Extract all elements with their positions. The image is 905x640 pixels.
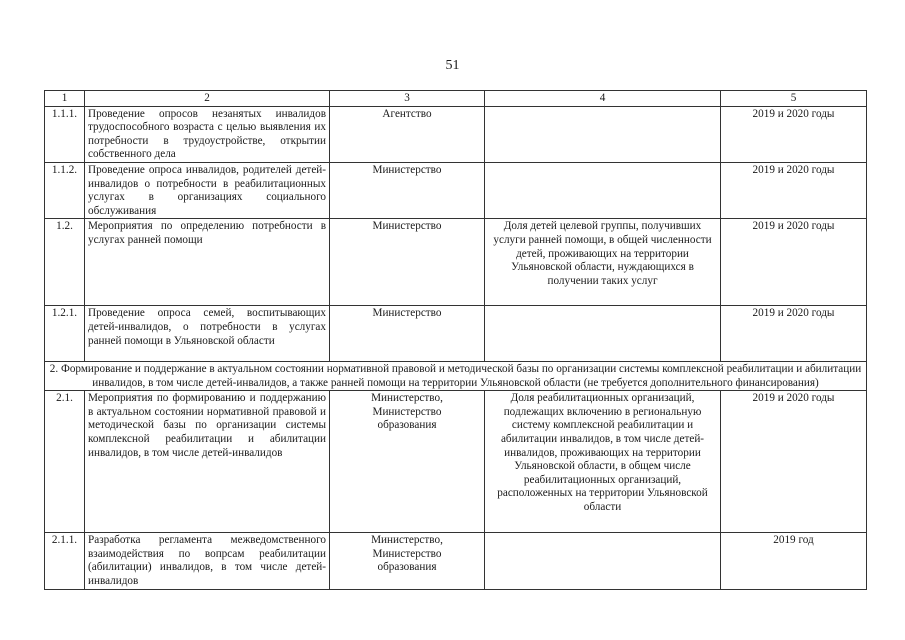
header-cell: 4 (485, 91, 721, 107)
item-number: 1.2.1. (45, 306, 85, 362)
table-row (45, 391, 867, 533)
item-indicator: Доля реабилитационных организаций, подлежащих включению в региональную систему комплексной реабилитации и абилитации инвалидов, в том числе детей-инвалидов, проживающих на территории Ульяновской области, в общем числе реабилитационных организаций, расположенных на территории Ульяновской области (485, 391, 721, 533)
item-period: 2019 год (721, 533, 867, 589)
item-responsible: Министерство (330, 162, 485, 218)
item-indicator (485, 106, 721, 162)
header-cell: 3 (330, 91, 485, 107)
item-description: Мероприятия по определению потребности в услугах ранней помощи (85, 219, 330, 306)
item-indicator: Доля детей целевой группы, получивших услуги ранней помощи, в общей численности детей, проживающих на территории Ульяновской области, нуждающихся в получении таких услуг (485, 219, 721, 306)
item-period: 2019 и 2020 годы (721, 219, 867, 306)
table-header-row (45, 91, 867, 107)
item-period: 2019 и 2020 годы (721, 106, 867, 162)
item-number: 1.1.2. (45, 162, 85, 218)
item-description: Мероприятия по формированию и поддержанию в актуальном состоянии нормативной правовой и методической базы по организации системы комплексной реабилитации и абилитации инвалидов, в том числе детей-инвалидов (85, 391, 330, 533)
header-cell: 1 (45, 91, 85, 107)
item-number: 1.1.1. (45, 106, 85, 162)
item-responsible: Министерство, Министерство образования (330, 533, 485, 589)
item-indicator (485, 533, 721, 589)
item-number: 1.2. (45, 219, 85, 306)
item-description: Проведение опросов незанятых инвалидов трудоспособного возраста с целью выявления их потребности в трудоустройстве, открытии собственного дела (85, 106, 330, 162)
table-row (45, 162, 867, 218)
section-heading: 2. Формирование и поддержание в актуальном состоянии нормативной правовой и методической базы по организации системы комплексной реабилитации и абилитации инвалидов, в том числе детей-инвалидов, а также ранней помощи на территории Ульяновской области (не требуется дополнительного финансирования) (45, 362, 867, 391)
item-number: 2.1.1. (45, 533, 85, 589)
page-number: 51 (445, 58, 460, 73)
header-cell: 2 (85, 91, 330, 107)
measures-table (44, 90, 867, 590)
item-number: 2.1. (45, 391, 85, 533)
table-row (45, 533, 867, 589)
item-description: Проведение опроса инвалидов, родителей детей-инвалидов о потребности в реабилитационных услугах в организациях социального обслуживания (85, 162, 330, 218)
item-period: 2019 и 2020 годы (721, 162, 867, 218)
section-heading-row (45, 362, 867, 391)
table-row (45, 106, 867, 162)
table-row (45, 219, 867, 306)
item-responsible: Министерство, Министерство образования (330, 391, 485, 533)
item-responsible: Министерство (330, 306, 485, 362)
item-responsible: Министерство (330, 219, 485, 306)
item-responsible: Агентство (330, 106, 485, 162)
item-description: Проведение опроса семей, воспитывающих детей-инвалидов, о потребности в услугах ранней помощи в Ульяновской области (85, 306, 330, 362)
item-indicator (485, 162, 721, 218)
item-indicator (485, 306, 721, 362)
item-period: 2019 и 2020 годы (721, 391, 867, 533)
item-description: Разработка регламента межведомственного взаимодействия по вопрсам реабилитации (абилитации) инвалидов, в том числе детей-инвалидов (85, 533, 330, 589)
header-cell: 5 (721, 91, 867, 107)
table-row (45, 306, 867, 362)
item-period: 2019 и 2020 годы (721, 306, 867, 362)
